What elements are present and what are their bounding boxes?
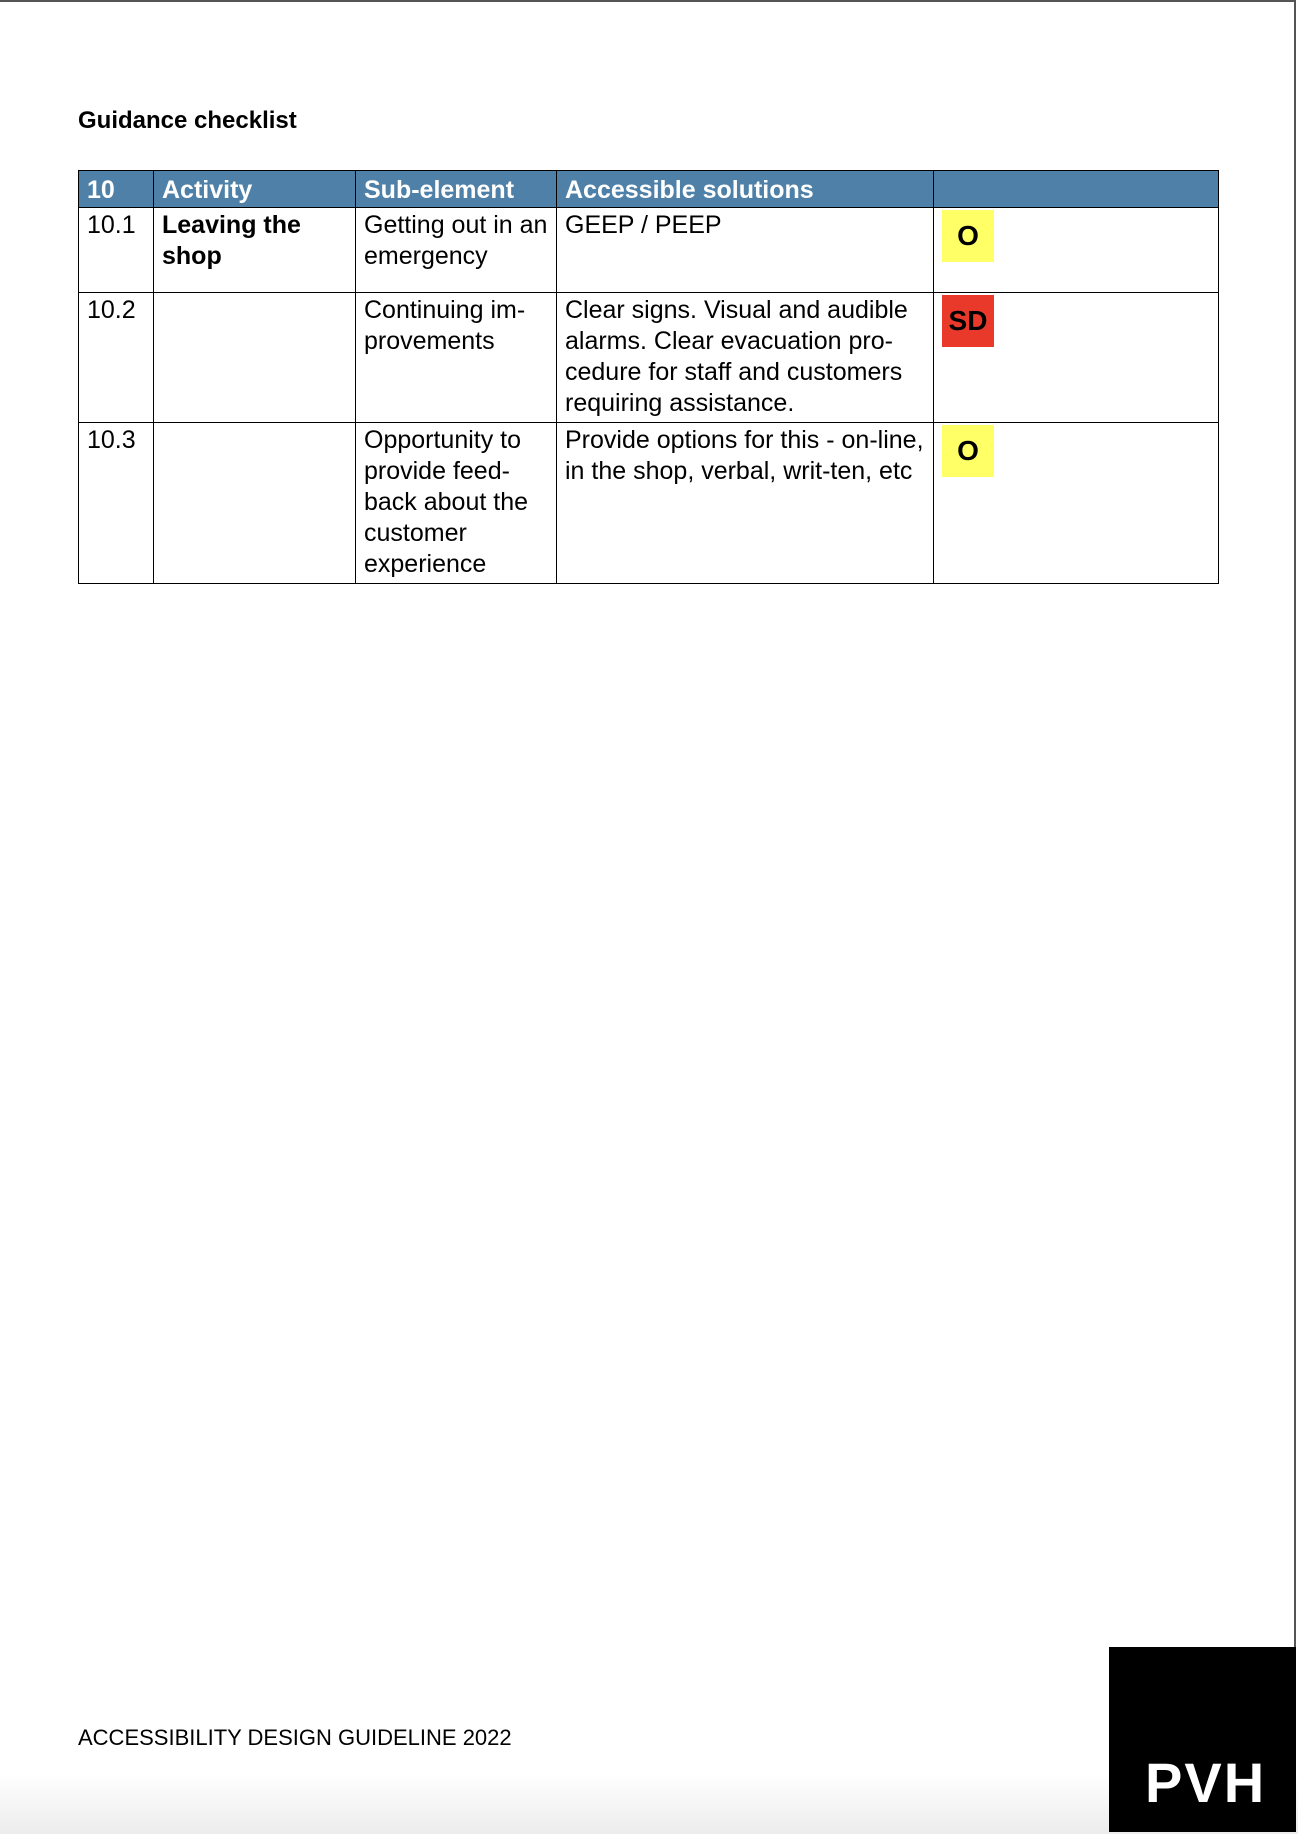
pvh-logo: PVH [1109, 1647, 1296, 1832]
header-sub-element: Sub-element [356, 171, 557, 208]
page-title: Guidance checklist [78, 107, 297, 134]
row-status-cell [934, 293, 1219, 423]
row-activity [154, 293, 356, 423]
row-activity: Leaving the shop [154, 208, 356, 293]
row-solution: Provide options for this - on-line, in the shop, verbal, writ-ten, etc [557, 423, 934, 584]
checklist-table [78, 170, 1219, 584]
row-sub-element: Continuing im-provements [356, 293, 557, 423]
row-activity [154, 423, 356, 584]
header-status [934, 171, 1219, 208]
row-number: 10.1 [79, 208, 154, 293]
row-sub-element: Opportunity to provide feed-back about the customer experience [356, 423, 557, 584]
status-badge: O [942, 425, 994, 477]
row-number: 10.3 [79, 423, 154, 584]
status-badge: SD [942, 295, 994, 347]
status-badge: O [942, 210, 994, 262]
row-number: 10.2 [79, 293, 154, 423]
table-row [79, 423, 1219, 584]
row-sub-element: Getting out in an emergency [356, 208, 557, 293]
row-status-cell [934, 423, 1219, 584]
page-bottom-shade [0, 1775, 1298, 1834]
table-row [79, 293, 1219, 423]
row-solution: GEEP / PEEP [557, 208, 934, 293]
table-header-row [79, 171, 1219, 208]
table-row [79, 208, 1219, 293]
row-solution: Clear signs. Visual and audible alarms. Clear evacuation pro-cedure for staff and customers requiring assistance. [557, 293, 934, 423]
header-activity: Activity [154, 171, 356, 208]
row-status-cell [934, 208, 1219, 293]
header-accessible-solutions: Accessible solutions [557, 171, 934, 208]
footer-text: ACCESSIBILITY DESIGN GUIDELINE 2022 [78, 1725, 512, 1750]
header-number: 10 [79, 171, 154, 208]
